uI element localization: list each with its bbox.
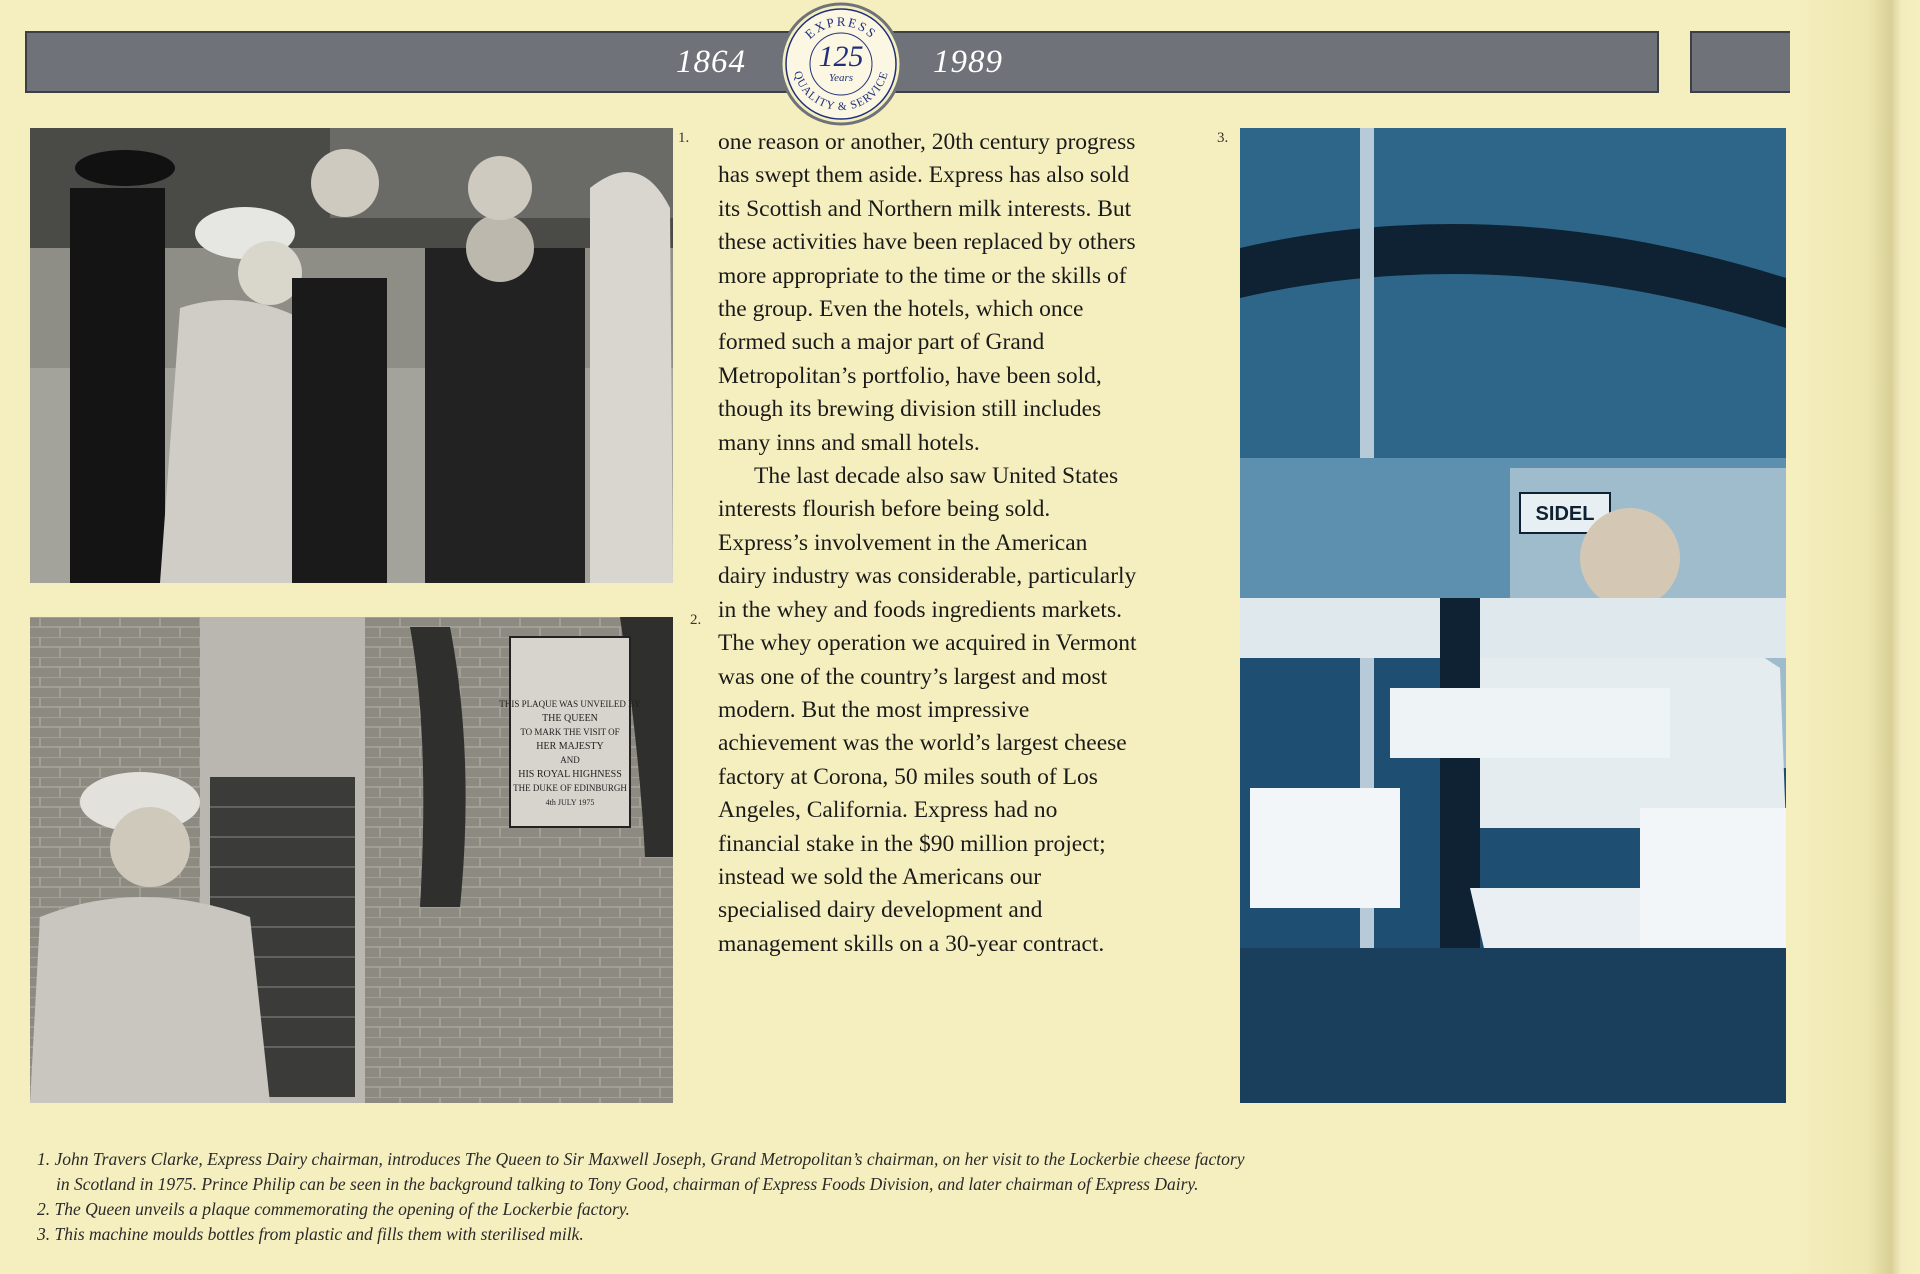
header-banner-next-page [1690,31,1790,93]
anniversary-seal [779,2,903,126]
seal-bottom-text: QUALITY & SERVICE [791,69,891,114]
photo-number-2: 2. [690,612,702,628]
photo-bottle-moulding-machine [1240,128,1786,1103]
article-paragraph-2: The last decade also saw United States interests flourish before being sold. Express’s involvement in the American dairy industry was considerable, particularly in the whey and foods ingredients markets. The whey operation we acquired in Vermont was one of the country’s largest and most modern. But the most impressive achievement was the world’s largest cheese factory at Corona, 50 miles south of Los Angeles, California. Express had no financial stake in the $90 million project; instead we sold the Americans our specialised dairy development and management skills on a 30-year contract. [718,463,1137,957]
article-body [718,126,1138,961]
plaque-line-6: HIS ROYAL HIGHNESS [518,769,622,780]
article-paragraph-1: one reason or another, 20th century progress has swept them aside. Express has also sold its Scottish and Northern milk interests. But these activities have been replaced by others more appropriate to the time or the skills of the group. Even the hotels, which once formed such a major part of Grand Metropolitan’s portfolio, have been sold, though its brewing division still includes many inns and small hotels. [718,129,1136,456]
plaque-line-7: THE DUKE OF EDINBURGH [513,783,627,793]
plaque-line-3: TO MARK THE VISIT OF [520,727,620,737]
seal-top-text: EXPRESS [801,13,881,42]
year-start: 1864 [676,44,746,80]
plaque-line-8: 4th JULY 1975 [545,798,595,807]
seal-years-label: Years [828,72,854,84]
photo-plaque-unveiling [30,617,673,1103]
photo-number-1: 1. [678,130,690,146]
caption-1-line-1: 1. John Travers Clarke, Express Dairy chairman, introduces The Queen to Sir Maxwell Joseph, Grand Metropolitan’s chairman, on her visit to the Lockerbie cheese factory [37,1149,1245,1169]
plaque-line-4: HER MAJESTY [536,741,604,752]
year-end: 1989 [933,44,1003,80]
seal-number: 125 [818,40,864,73]
plaque-line-5: AND [560,755,580,765]
caption-2: 2. The Queen unveils a plaque commemorating the opening of the Lockerbie factory. [37,1199,630,1219]
photo-number-3: 3. [1217,130,1229,146]
page-spine [1788,0,1920,1274]
plaque-line-1: THIS PLAQUE WAS UNVEILED BY [499,699,641,709]
caption-1-line-2: in Scotland in 1975. Prince Philip can be seen in the background talking to Tony Good, chairman of Express Foods Division, and later chairman of Express Dairy. [56,1174,1199,1194]
photo-captions [37,1147,1737,1247]
plaque-line-2: THE QUEEN [542,713,598,724]
caption-3: 3. This machine moulds bottles from plastic and fills them with sterilised milk. [37,1224,584,1244]
machine-label: SIDEL [1535,503,1595,525]
photo-royal-visit-handshake [30,128,673,583]
